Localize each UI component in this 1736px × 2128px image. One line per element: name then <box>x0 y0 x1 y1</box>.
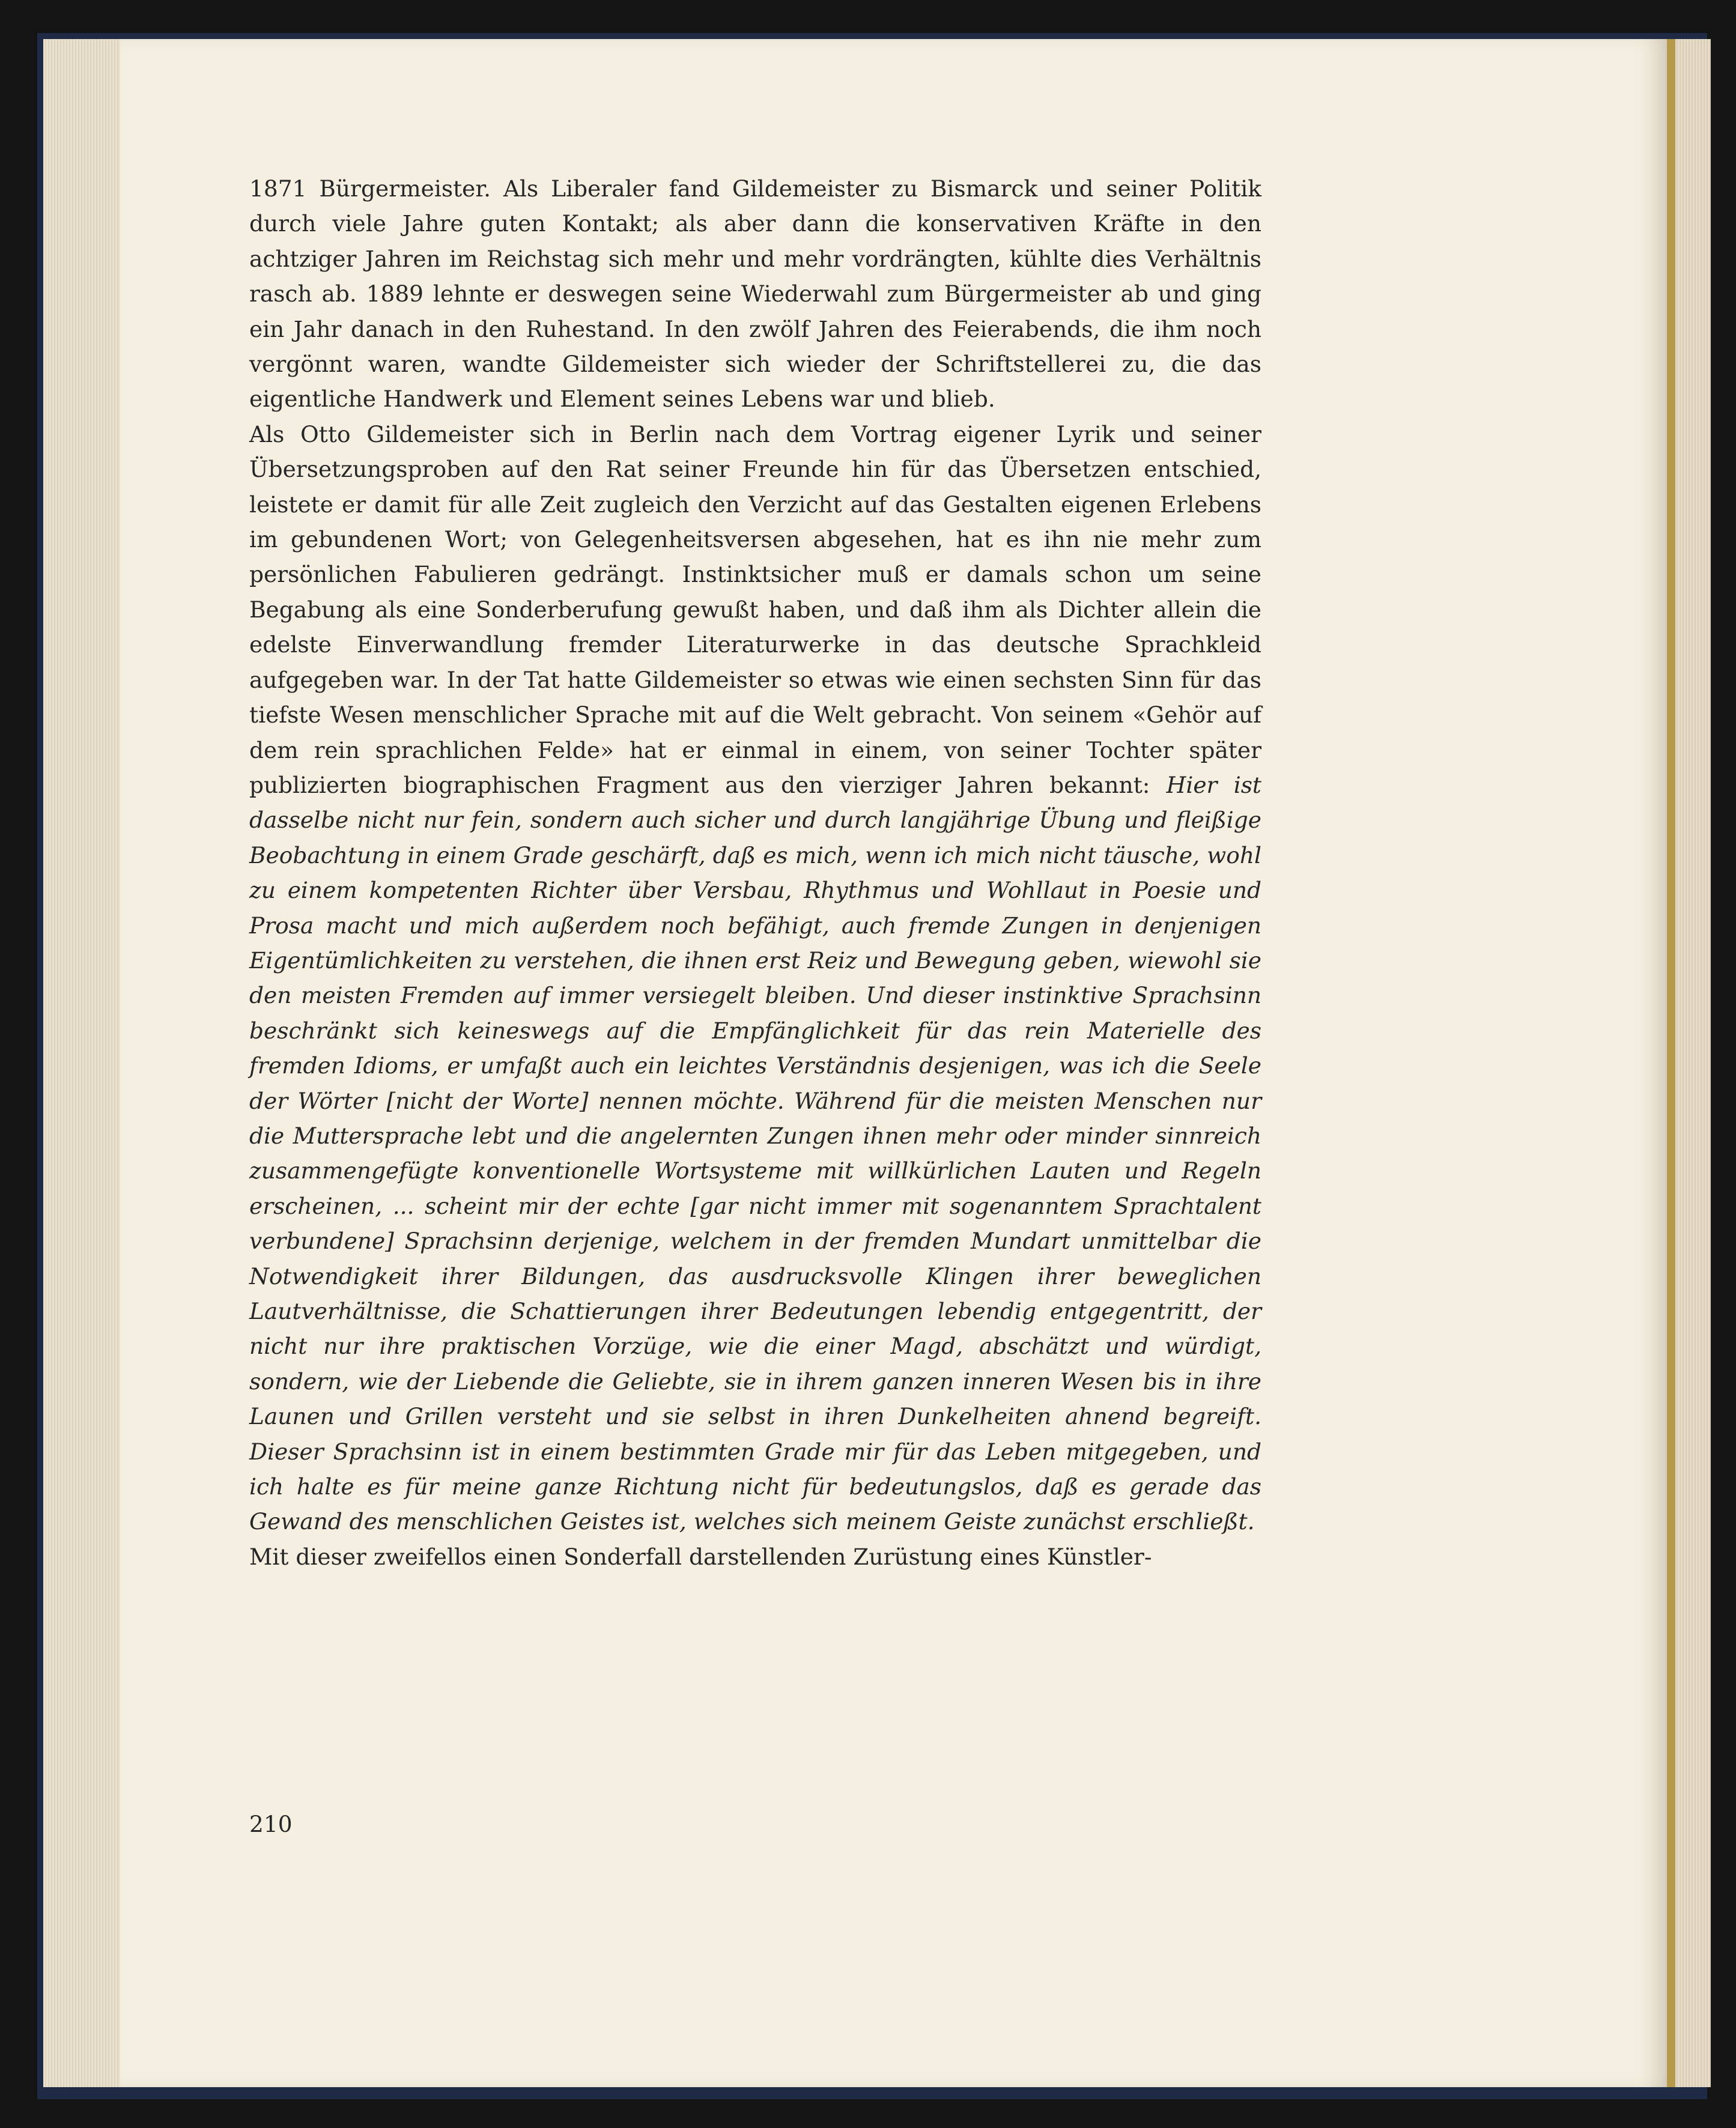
paragraph-text: 1871 Bürgermeister. Als Liberaler fand Gildemeister zu Bismarck und seiner Politik durch viele Jahre guten Kontakt; als aber dann die konservativen Kräfte in den achtziger Jahren im Reichstag sich mehr und mehr vordrängten, kühlte dies Verhältnis rasch ab. 1889 lehnte er deswegen seine Wiederwahl zum Bürgermeister ab und ging ein Jahr danach in den Ruhestand. In den zwölf Jahren des Feierabends, die ihm noch vergönnt waren, wandte Gildemeister sich wieder der Schriftstellerei zu, die das eigentliche Handwerk und Element seines Lebens war und blieb. <box>249 175 1261 413</box>
paragraph <box>249 1539 1261 1574</box>
paragraph <box>249 171 1261 417</box>
paragraph-text: Mit dieser zweifellos einen Sonderfall darstellenden Zurüstung eines Künstler- <box>249 1543 1152 1570</box>
page-edges-left <box>43 39 127 2087</box>
paragraph <box>249 417 1261 1539</box>
paragraph-text: Als Otto Gildemeister sich in Berlin nach dem Vortrag eigener Lyrik und seiner Übersetzungsproben auf den Rat seiner Freunde hin für das Übersetzen entschied, leistete er damit für alle Zeit zugleich den Verzicht auf das Gestalten eigenen Erlebens im gebundenen Wort; von Gelegenheitsversen abgesehen, hat es ihn nie mehr zum persönlichen Fabulieren gedrängt. Instinktsicher muß er damals schon um seine Begabung als eine Sonderberufung gewußt haben, und daß ihm als Dichter allein die edelste Einverwandlung fremder Literaturwerke in das deutsche Sprachkleid aufgegeben war. In der Tat hatte Gildemeister so etwas wie einen sechsten Sinn für das tiefste Wesen menschlicher Sprache mit auf die Welt gebracht. Von seinem «Gehör auf dem rein sprachlichen Felde» hat er einmal in einem, von seiner Tochter später publizierten biographischen Fragment aus den vierziger Jahren bekannt: <box>249 420 1261 798</box>
binding-strip <box>1667 39 1675 2087</box>
quotation: Hier ist dasselbe nicht nur fein, sondern auch sicher und durch langjährige Übung und fleißige Beobachtung in einem Grade geschärft, daß es mich, wenn ich mich nicht täusche, wohl zu einem kompetenten Richter über Versbau, Rhythmus und Wohllaut in Poesie und Prosa macht und mich außerdem noch befähigt, auch fremde Zungen in denjenigen Eigentümlichkeiten zu verstehen, die ihnen erst Reiz und Bewegung geben, wiewohl sie den meisten Fremden auf immer versiegelt bleiben. Und dieser instinktive Sprachsinn beschränkt sich keineswegs auf die Empfänglichkeit für das rein Materielle des fremden Idioms, er umfaßt auch ein leichtes Verständnis desjenigen, was ich die Seele der Wörter [nicht der Worte] nennen möchte. Während für die meisten Menschen nur die Muttersprache lebt und die angelernten Zungen ihnen mehr oder minder sinnreich zusammengefügte konventionelle Wortsysteme mit willkürlichen Lauten und Regeln erscheinen, ... scheint mir der echte [gar nicht immer mit sogenanntem Sprachtalent verbundene] Sprachsinn derjenige, welchem in der fremden Mundart unmittelbar die Notwendigkeit ihrer Bildungen, das ausdrucksvolle Klingen ihrer beweglichen Lautverhältnisse, die Schattierungen ihrer Bedeutungen lebendig entgegentritt, der nicht nur ihre praktischen Vorzüge, wie die einer Magd, abschätzt und würdigt, sondern, wie der Liebende die Geliebte, sie in ihrem ganzen inneren Wesen bis in ihre Launen und Grillen versteht und sie selbst in ihren Dunkelheiten ahnend begreift. Dieser Sprachsinn ist in einem bestimmten Grade mir für das Leben mitgegeben, und ich halte es für meine ganze Richtung nicht für bedeutungslos, daß es gerade das Gewand des menschlichen Geistes ist, welches sich meinem Geiste zunächst erschließt. <box>249 771 1262 1535</box>
body-text <box>249 171 1261 1574</box>
page-number: 210 <box>249 1811 293 1837</box>
page-edges-right <box>1675 39 1711 2087</box>
